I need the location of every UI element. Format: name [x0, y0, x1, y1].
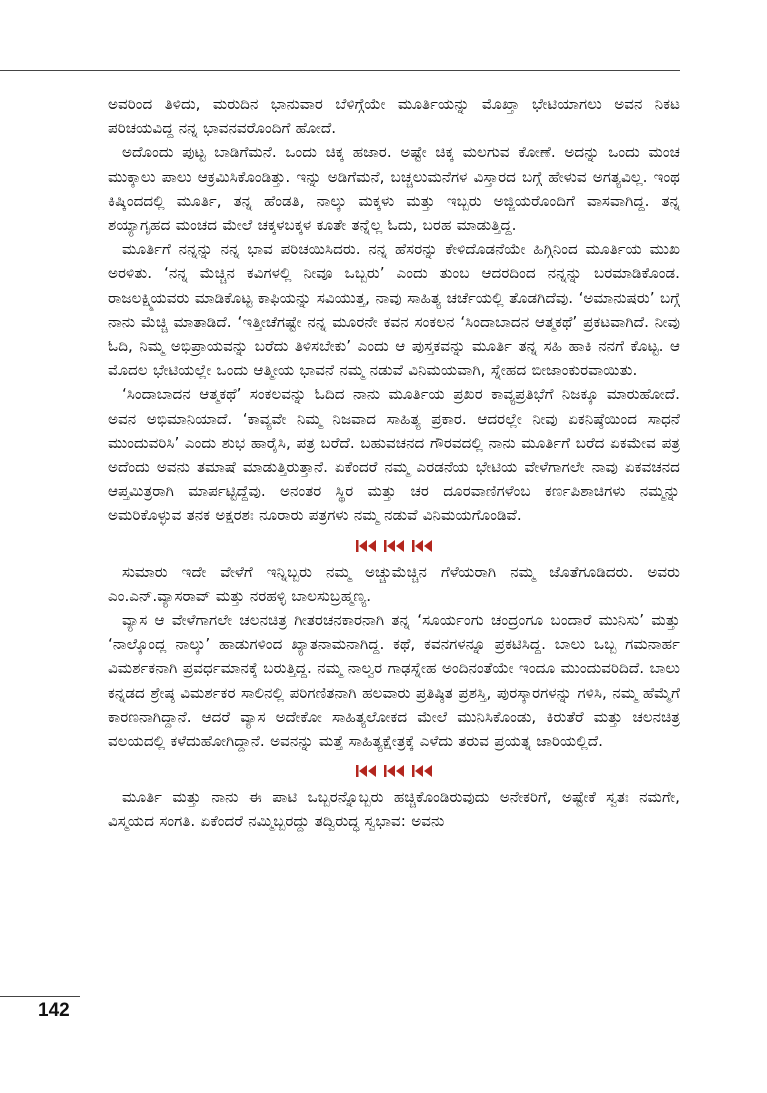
rewind-ornament-icon: [383, 763, 405, 779]
rewind-ornament-icon: [355, 763, 377, 779]
paragraph: ಅದೊಂದು ಪುಟ್ಟ ಬಾಡಿಗೆಮನೆ. ಒಂದು ಚಿಕ್ಕ ಹಜಾರ. ಅಷ್ಟೇ ಚಿಕ್ಕ ಮಲಗುವ ಕೋಣೆ. ಅದನ್ನು ಒಂದು ಮಂಚ ಮುಕ್ಕಾಲು ಪಾಲು ಆಕ್ರಮಿಸಿಕೊಂಡಿತ್ತು. ಇನ್ನು ಅಡಿಗೆಮನೆ, ಬಚ್ಚಲುಮನೆಗಳ ವಿಸ್ತಾರದ ಬಗ್ಗೆ ಹೇಳುವ ಅಗತ್ಯವಿಲ್ಲ. ಇಂಥ ಕಿಷ್ಕಿಂದದಲ್ಲಿ ಮೂರ್ತಿ, ತನ್ನ ಹೆಂಡತಿ, ನಾಲ್ಕು ಮಕ್ಕಳು ಮತ್ತು ಇಬ್ಬರು ಅಜ್ಜಿಯರೊಂದಿಗೆ ವಾಸವಾಗಿದ್ದ. ತನ್ನ ಶಯ್ಯಾಗೃಹದ ಮಂಚದ ಮೇಲೆ ಚಕ್ಕಳಬಕ್ಕಳ ಕೂತೇ ತನ್ನೆಲ್ಲ ಓದು, ಬರಹ ಮಾಡುತ್ತಿದ್ದ.: [108, 143, 680, 235]
footer-rule: [0, 996, 80, 997]
rewind-ornament-icon: [411, 538, 433, 554]
rewind-ornament-icon: [355, 538, 377, 554]
body-text: [108, 92, 680, 834]
paragraph: ಸುಮಾರು ಇದೇ ವೇಳೆಗೆ ಇನ್ನಿಬ್ಬರು ನಮ್ಮ ಅಚ್ಚುಮೆಚ್ಚಿನ ಗೆಳೆಯರಾಗಿ ನಮ್ಮ ಜೊತೆಗೂಡಿದರು. ಅವರು ಎಂ.ಎನ್.ವ್ಯಾಸರಾವ್ ಮತ್ತು ನರಹಳ್ಳಿ ಬಾಲಸುಬ್ರಹ್ಮಣ್ಯ.: [108, 562, 680, 605]
paragraph: ಮೂರ್ತಿಗೆ ನನ್ನನ್ನು ನನ್ನ ಭಾವ ಪರಿಚಯಿಸಿದರು. ನನ್ನ ಹೆಸರನ್ನು ಕೇಳಿದೊಡನೆಯೇ ಹಿಗ್ಗಿನಿಂದ ಮೂರ್ತಿಯ ಮುಖ ಅರಳಿತು. ‘ನನ್ನ ಮೆಚ್ಚಿನ ಕವಿಗಳಲ್ಲಿ ನೀವೂ ಒಬ್ಬರು’ ಎಂದು ತುಂಬ ಆದರದಿಂದ ನನ್ನನ್ನು ಬರಮಾಡಿಕೊಂಡ. ರಾಜಲಕ್ಷ್ಮಿಯವರು ಮಾಡಿಕೊಟ್ಟ ಕಾಫಿಯನ್ನು ಸವಿಯುತ್ತ, ನಾವು ಸಾಹಿತ್ಯ ಚರ್ಚೆಯಲ್ಲಿ ತೊಡಗಿದೆವು. ‘ಅಮಾನುಷರು’ ಬಗ್ಗೆ ನಾನು ಮೆಚ್ಚಿ ಮಾತಾಡಿದೆ. ‘ಇತ್ತೀಚೆಗಷ್ಟೇ ನನ್ನ ಮೂರನೇ ಕವನ ಸಂಕಲನ ‘ಸಿಂದಾಬಾದನ ಆತ್ಮಕಥೆ’ ಪ್ರಕಟವಾಗಿದೆ. ನೀವು ಓದಿ, ನಿಮ್ಮ ಅಭಿಪ್ರಾಯವನ್ನು ಬರೆದು ತಿಳಿಸಬೇಕು’ ಎಂದು ಆ ಪುಸ್ತಕವನ್ನು ಮೂರ್ತಿ ತನ್ನ ಸಹಿ ಹಾಕಿ ನನಗೆ ಕೊಟ್ಟ. ಆ ಮೊದಲ ಭೇಟಿಯಲ್ಲೇ ಒಂದು ಆತ್ಮೀಯ ಭಾವನೆ ನಮ್ಮ ನಡುವೆ ವಿನಿಮಯವಾಗಿ, ಸ್ನೇಹದ ಬೀಜಾಂಕುರವಾಯಿತು.: [108, 240, 680, 380]
paragraph: ಮೂರ್ತಿ ಮತ್ತು ನಾನು ಈ ಪಾಟಿ ಒಬ್ಬರನ್ನೊಬ್ಬರು ಹಚ್ಚಿಕೊಂಡಿರುವುದು ಅನೇಕರಿಗೆ, ಅಷ್ಟೇಕೆ ಸ್ವತಃ ನಮಗೇ, ವಿಸ್ಮಯದ ಸಂಗತಿ. ಏಕೆಂದರೆ ನಮ್ಮಿಬ್ಬರದ್ದು ತದ್ವಿರುದ್ಧ ಸ್ವಭಾವ: ಅವನು: [108, 788, 680, 831]
section-separator: [108, 532, 680, 560]
header-rule: [0, 70, 680, 71]
section-separator: [108, 757, 680, 785]
rewind-ornament-icon: [411, 763, 433, 779]
paragraph: ಅವರಿಂದ ತಿಳಿದು, ಮರುದಿನ ಭಾನುವಾರ ಬೆಳಿಗ್ಗೆಯೇ ಮೂರ್ತಿಯನ್ನು ಮೊಖ್ತಾ ಭೇಟಿಯಾಗಲು ಅವನ ನಿಕಟ ಪರಿಚಯವಿದ್ದ ನನ್ನ ಭಾವನವರೊಂದಿಗೆ ಹೋದೆ.: [108, 95, 680, 138]
paragraph: ವ್ಯಾಸ ಆ ವೇಳೆಗಾಗಲೇ ಚಲನಚಿತ್ರ ಗೀತರಚನಕಾರನಾಗಿ ತನ್ನ ‘ಸೂರ್ಯಂಗು ಚಂದ್ರಂಗೂ ಬಂದಾರೆ ಮುನಿಸು’ ಮತ್ತು ‘ನಾಲ್ಕೊಂದ್ಲ ನಾಲ್ಕು’ ಹಾಡುಗಳಿಂದ ಖ್ಯಾತನಾಮನಾಗಿದ್ದ. ಕಥೆ, ಕವನಗಳನ್ನೂ ಪ್ರಕಟಿಸಿದ್ದ. ಬಾಲು ಒಬ್ಬ ಗಮನಾರ್ಹ ವಿಮರ್ಶಕನಾಗಿ ಪ್ರವರ್ಧಮಾನಕ್ಕೆ ಬರುತ್ತಿದ್ದ. ನಮ್ಮ ನಾಲ್ವರ ಗಾಢಸ್ನೇಹ ಅಂದಿನಂತೆಯೇ ಇಂದೂ ಮುಂದುವರಿದಿದೆ. ಬಾಲು ಕನ್ನಡದ ಶ್ರೇಷ್ಠ ವಿಮರ್ಶಕರ ಸಾಲಿನಲ್ಲಿ ಪರಿಗಣಿತನಾಗಿ ಹಲವಾರು ಪ್ರತಿಷ್ಠಿತ ಪ್ರಶಸ್ತಿ, ಪುರಸ್ಕಾರಗಳನ್ನು ಗಳಿಸಿ, ನಮ್ಮ ಹೆಮ್ಮೆಗೆ ಕಾರಣನಾಗಿದ್ದಾನೆ. ಆದರೆ ವ್ಯಾಸ ಅದೇಕೋ ಸಾಹಿತ್ಯಲೋಕದ ಮೇಲೆ ಮುನಿಸಿಕೊಂಡು, ಕಿರುತೆರೆ ಮತ್ತು ಚಲನಚಿತ್ರ ವಲಯದಲ್ಲಿ ಕಳೆದುಹೋಗಿದ್ದಾನೆ. ಅವನನ್ನು ಮತ್ತೆ ಸಾಹಿತ್ಯಕ್ಷೇತ್ರಕ್ಕೆ ಎಳೆದು ತರುವ ಪ್ರಯತ್ನ ಜಾರಿಯಲ್ಲಿದೆ.: [108, 611, 680, 751]
rewind-ornament-icon: [383, 538, 405, 554]
page-number: 142: [38, 1000, 70, 1021]
paragraph: ‘ಸಿಂದಾಬಾದನ ಆತ್ಮಕಥೆ’ ಸಂಕಲವನ್ನು ಓದಿದ ನಾನು ಮೂರ್ತಿಯ ಪ್ರಖರ ಕಾವ್ಯಪ್ರತಿಭೆಗೆ ನಿಜಕ್ಕೂ ಮಾರುಹೋದೆ. ಅವನ ಅಭಿಮಾನಿಯಾದೆ. ‘ಕಾವ್ಯವೇ ನಿಮ್ಮ ನಿಜವಾದ ಸಾಹಿತ್ಯ ಪ್ರಕಾರ. ಆದರಲ್ಲೇ ನೀವು ಏಕನಿಷ್ಠೆಯಿಂದ ಸಾಧನೆ ಮುಂದುವರಿಸಿ’ ಎಂದು ಶುಭ ಹಾರೈಸಿ, ಪತ್ರ ಬರೆದೆ. ಬಹುವಚನದ ಗೌರವದಲ್ಲಿ ನಾನು ಮೂರ್ತಿಗೆ ಬರೆದ ಏಕಮೇವ ಪತ್ರ ಅದೆಂದು ಅವನು ತಮಾಷೆ ಮಾಡುತ್ತಿರುತ್ತಾನೆ. ಏಕೆಂದರೆ ನಮ್ಮ ಎರಡನೆಯ ಭೇಟಿಯ ವೇಳೆಗಾಗಲೇ ನಾವು ಏಕವಚನದ ಆಪ್ತಮಿತ್ರರಾಗಿ ಮಾರ್ಪಟ್ಟಿದ್ದೆವು. ಅನಂತರ ಸ್ಥಿರ ಮತ್ತು ಚರ ದೂರವಾಣಿಗಳೆಂಬ ಕರ್ಣಪಿಶಾಚಿಗಳು ನಮ್ಮನ್ನು ಅಮರಿಕೊಳ್ಳುವ ತನಕ ಅಕ್ಷರಶಃ ನೂರಾರು ಪತ್ರಗಳು ನಮ್ಮ ನಡುವೆ ವಿನಿಮಯಗೊಂಡಿವೆ.: [108, 385, 680, 525]
